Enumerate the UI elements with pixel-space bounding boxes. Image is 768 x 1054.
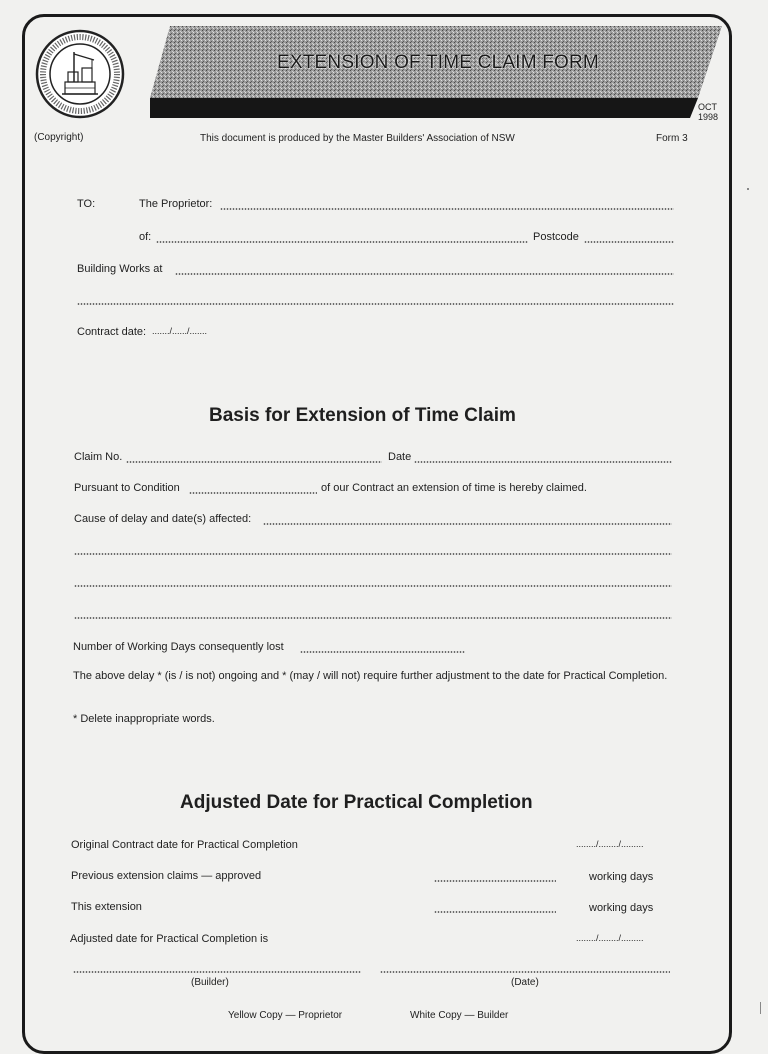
produced-by-text: This document is produced by the Master Builders' Association of NSW [200, 133, 515, 144]
building-works-field-line-2[interactable] [77, 303, 674, 305]
original-date-field[interactable]: ......../......../......... [576, 839, 644, 849]
claim-no-field[interactable] [126, 461, 382, 463]
association-seal-logo [34, 28, 126, 120]
previous-extensions-field[interactable] [434, 880, 556, 882]
yellow-copy-label: Yellow Copy — Proprietor [228, 1010, 343, 1021]
form-border [22, 14, 732, 1054]
copyright-label: (Copyright) [34, 132, 84, 143]
this-extension-field[interactable] [434, 911, 556, 913]
builder-label: (Builder) [191, 977, 229, 988]
working-days-lost-field[interactable] [300, 651, 465, 653]
contract-date-label: Contract date: [77, 326, 147, 338]
builder-signature-field[interactable] [73, 971, 361, 973]
address-field[interactable] [156, 241, 528, 243]
scan-edge-mark [760, 1002, 761, 1014]
edition-date [698, 102, 718, 122]
previous-extensions-label: Previous extension claims — approved [71, 870, 262, 882]
cause-field-line-3[interactable] [74, 585, 672, 587]
claim-no-label: Claim No. [74, 451, 123, 463]
postcode-label: Postcode [533, 231, 579, 243]
proprietor-field[interactable] [220, 208, 674, 210]
this-extension-label: This extension [71, 901, 142, 913]
basis-heading: Basis for Extension of Time Claim [209, 405, 516, 426]
claim-date-field[interactable] [414, 461, 672, 463]
proprietor-label: The Proprietor: [139, 198, 213, 210]
of-label: of: [139, 231, 152, 243]
contract-date-field[interactable]: ......./....../....... [152, 326, 208, 336]
postcode-field[interactable] [584, 241, 674, 243]
cause-field[interactable] [263, 523, 672, 525]
working-days-lost-label: Number of Working Days consequently lost [73, 641, 284, 653]
pursuant-label: Pursuant to Condition [74, 482, 180, 494]
signature-date-label: (Date) [511, 977, 539, 988]
condition-field[interactable] [189, 492, 317, 494]
cause-field-line-4[interactable] [74, 617, 672, 619]
previous-working-days-unit: working days [589, 871, 654, 883]
form-number: Form 3 [656, 133, 688, 144]
adjusted-heading: Adjusted Date for Practical Completion [180, 792, 533, 813]
adjusted-date-label: Adjusted date for Practical Completion is [70, 933, 269, 945]
white-copy-label: White Copy — Builder [410, 1010, 509, 1021]
title-banner [150, 26, 722, 122]
form-title: EXTENSION OF TIME CLAIM FORM [277, 52, 599, 73]
to-label: TO: [77, 198, 96, 210]
edition-year: 1998 [698, 112, 719, 122]
original-date-label: Original Contract date for Practical Completion [71, 839, 298, 851]
adjusted-date-field[interactable]: ......../......../......... [576, 933, 644, 943]
pursuant-suffix: of our Contract an extension of time is hereby claimed. [321, 482, 587, 494]
claim-date-label: Date [388, 451, 412, 463]
building-works-field[interactable] [175, 273, 674, 275]
signature-date-field[interactable] [380, 971, 670, 973]
delete-note: * Delete inappropriate words. [73, 713, 215, 725]
delay-statement: The above delay * (is / is not) ongoing and * (may / will not) require further adjustment to the date for Practical Completion. [73, 670, 668, 682]
cause-label: Cause of delay and date(s) affected: [74, 513, 252, 525]
scan-speck [747, 188, 749, 190]
edition-month: OCT [698, 102, 717, 112]
building-works-label: Building Works at [77, 263, 163, 275]
this-working-days-unit: working days [589, 902, 654, 914]
cause-field-line-2[interactable] [74, 553, 672, 555]
